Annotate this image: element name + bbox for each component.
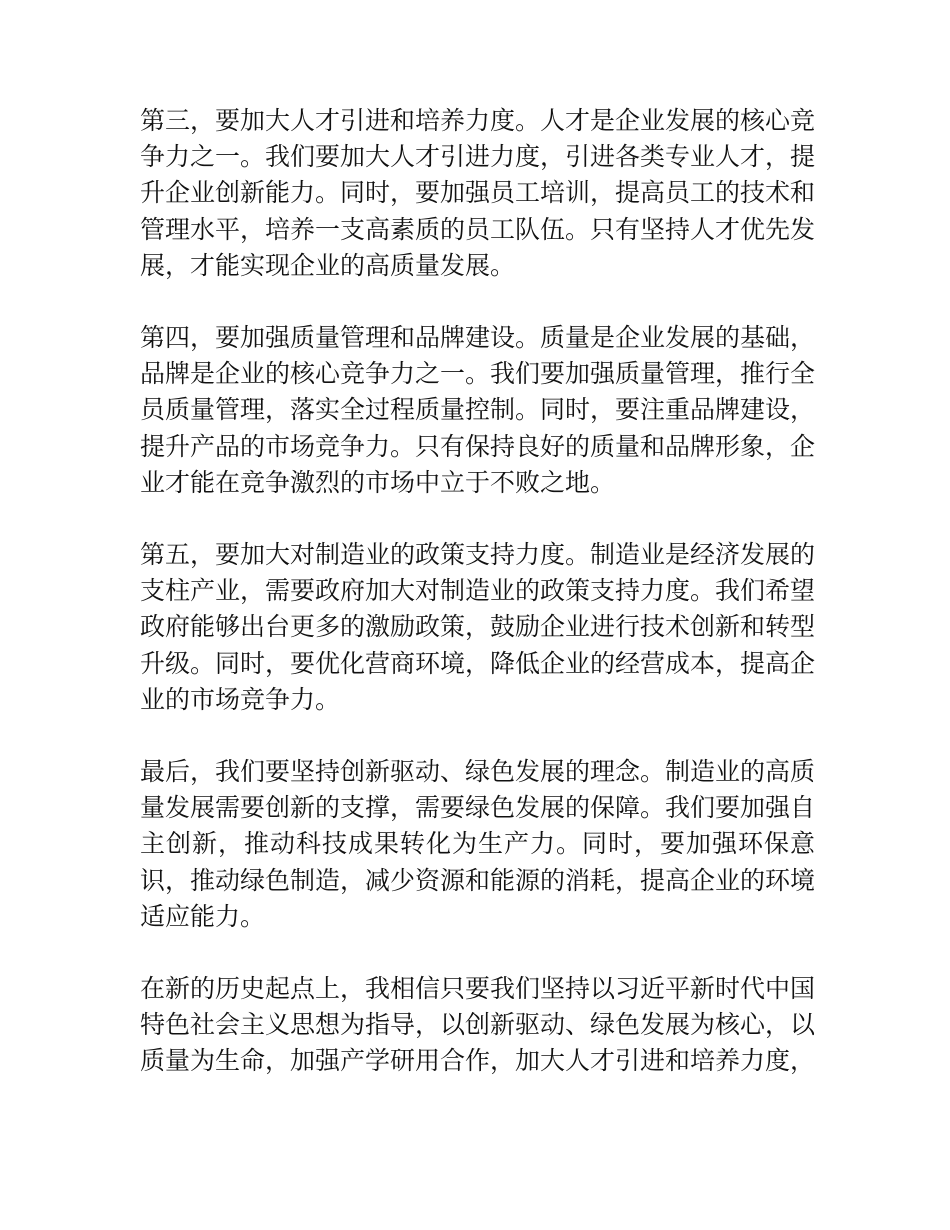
paragraph-conclusion: 在新的历史起点上，我相信只要我们坚持以习近平新时代中国特色社会主义思想为指导，以创新驱动、绿色发展为核心，以质量为生命，加强产学研用合作，加大人才引进和培养力度， <box>140 974 816 1076</box>
paragraph-innovation-green: 最后，我们要坚持创新驱动、绿色发展的理念。制造业的高质量发展需要创新的支撑，需要绿色发展的保障。我们要加强自主创新，推动科技成果转化为生产力。同时，要加强环保意识，推动绿色制造，减少资源和能源的消耗，提高企业的环境适应能力。 <box>140 757 816 931</box>
paragraph-quality-brand: 第四，要加强质量管理和品牌建设。质量是企业发展的基础，品牌是企业的核心竞争力之一。我们要加强质量管理，推行全员质量管理，落实全过程质量控制。同时，要注重品牌建设，提升产品的市场竞争力。只有保持良好的质量和品牌形象，企业才能在竞争激烈的市场中立于不败之地。 <box>140 323 816 497</box>
paragraph-policy-support: 第五，要加大对制造业的政策支持力度。制造业是经济发展的支柱产业，需要政府加大对制造业的政策支持力度。我们希望政府能够出台更多的激励政策，鼓励企业进行技术创新和转型升级。同时，要优化营商环境，降低企业的经营成本，提高企业的市场竞争力。 <box>140 540 816 714</box>
document-body <box>140 103 815 1080</box>
paragraph-talent: 第三，要加大人才引进和培养力度。人才是企业发展的核心竞争力之一。我们要加大人才引进力度，引进各类专业人才，提升企业创新能力。同时，要加强员工培训，提高员工的技术和管理水平，培养一支高素质的员工队伍。只有坚持人才优先发展，才能实现企业的高质量发展。 <box>140 106 816 280</box>
